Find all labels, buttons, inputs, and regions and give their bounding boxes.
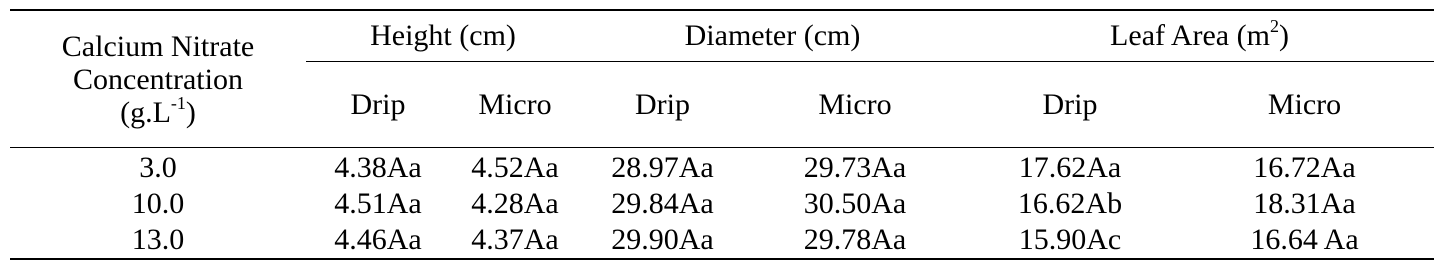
value-cell: 29.90Aa (580, 222, 745, 259)
group-header-height: Height (cm) (306, 10, 580, 62)
value-cell: 15.90Ac (965, 222, 1175, 259)
subheader-diameter-drip: Drip (635, 87, 690, 121)
concentration-cell: 10.0 (131, 187, 185, 220)
table-row (10, 186, 1434, 222)
value-cell: 16.72Aa (1175, 148, 1434, 187)
value-cell: 4.52Aa (450, 148, 580, 187)
value-cell: 29.78Aa (745, 222, 965, 259)
subheader-leaf-area-drip: Drip (1042, 87, 1098, 121)
row-label-unit: $(g.L^{-1})$ (120, 92, 196, 129)
table-header (10, 10, 1434, 148)
value-cell: 30.50Aa (803, 187, 907, 220)
group-header-leaf-area: Leaf Area $(m^2)$ (965, 10, 1434, 62)
header-row-groups (10, 10, 1434, 62)
value-cell: 4.38Aa (306, 148, 450, 187)
value-cell: 29.84Aa (611, 187, 714, 220)
concentration-cell: 13.0 (10, 222, 306, 259)
value-cell: 4.46Aa (306, 222, 450, 259)
value-cell: 28.97Aa (580, 148, 745, 187)
value-cell: 18.31Aa (1253, 187, 1356, 220)
value-cell: 16.64 Aa (1175, 222, 1434, 259)
value-cell: 16.62Ab (1017, 187, 1123, 220)
concentration-cell: 3.0 (10, 148, 306, 187)
value-cell: 4.51Aa (334, 187, 422, 220)
table-row (10, 148, 1434, 187)
subheader-diameter-micro: Micro (818, 87, 892, 121)
table-row (10, 222, 1434, 259)
value-cell: 17.62Aa (965, 148, 1175, 187)
subheader-height-micro: Micro (478, 87, 552, 121)
value-cell: 4.28Aa (471, 187, 559, 220)
table-body (10, 148, 1434, 260)
subheader-leaf-area-micro: Micro (1267, 87, 1342, 121)
row-label-line1: Calcium Nitrate (61, 29, 255, 63)
group-header-diameter: Diameter (cm) (580, 10, 965, 62)
value-cell: 4.37Aa (450, 222, 580, 259)
value-cell: 29.73Aa (745, 148, 965, 187)
row-label-header (10, 10, 306, 148)
row-label-line2: Concentration (73, 62, 243, 96)
results-table (10, 9, 1434, 260)
subheader-height-drip: Drip (350, 87, 406, 121)
